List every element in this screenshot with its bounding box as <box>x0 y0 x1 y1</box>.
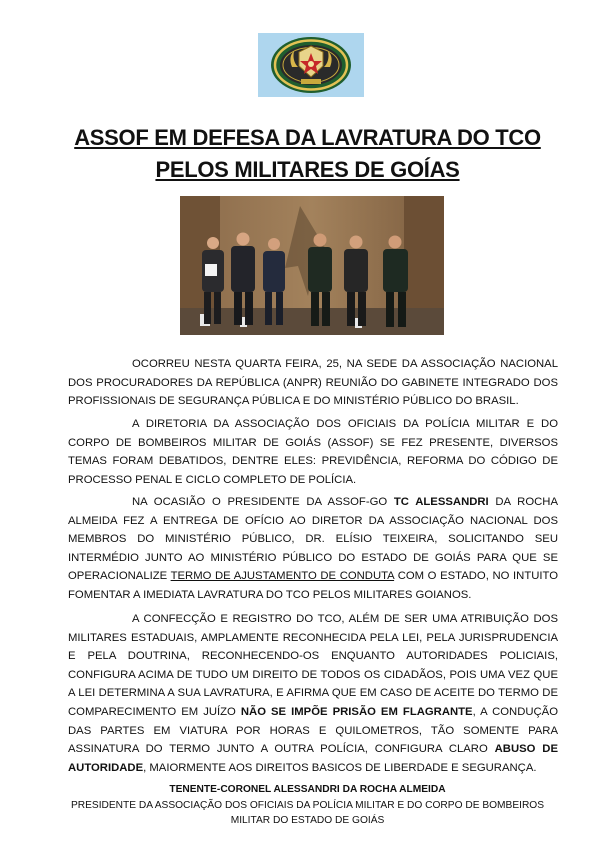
assof-logo <box>258 33 364 97</box>
no-arrest-emphasis: NÃO SE IMPÕE PRISÃO EM FLAGRANTE <box>240 705 473 718</box>
paragraph-3-part-c: DA ROCHA ALMEIDA FEZ A ENTREGA DE OFÍCIO AO DIRETOR DA ASSOCIAÇÃO NACIONAL DOS MEMBROS DO MINISTÉRIO PÚBLICO, DR. ELÍSIO TEIXEIRA, SOLICITANDO SEU INTERMÉDIO JUNTO AO MINISTÉRIO PÚBLICO DO ESTADO DE GOIÁS PARA QUE SE OPERACIONALIZE <box>68 496 558 583</box>
signature-name: TENENTE-CORONEL ALESSANDRI DA ROCHA ALMEIDA <box>169 784 446 795</box>
headline-line-2: PELOS MILITARES DE GOÍAS <box>155 157 460 182</box>
headline-line-1: ASSOF EM DEFESA DA LAVRATURA DO TCO <box>74 125 541 150</box>
paragraph-1 <box>68 355 558 411</box>
assof-emblem-icon <box>258 33 364 97</box>
tac-underlined-term: TERMO DE AJUSTAMENTO DE CONDUTA <box>170 570 395 583</box>
paragraph-2-text: A DIRETORIA DA ASSOCIAÇÃO DOS OFICIAIS DA POLÍCIA MILITAR E DO CORPO DE BOMBEIROS MILITAR DE GOIÁS (ASSOF) SE FEZ PRESENTE, DIVERSOS TEMAS FORAM DEBATIDOS, DENTRE ELES: PREVIDÊNCIA, REFORMA DO CÓDIGO DE PROCESSO PENAL E CICLO COMPLETO DE POLÍCIA. <box>68 418 558 486</box>
paragraph-3-part-a: NA OCASIÃO O PRESIDENTE DA ASSOF-GO <box>132 496 394 508</box>
paragraph-1-text: OCORREU NESTA QUARTA FEIRA, 25, NA SEDE DA ASSOCIAÇÃO NACIONAL DOS PROCURADORES DA REPÚBLICA (ANPR) REUNIÃO DO GABINETE INTEGRADO DOS PROFISSIONAIS DE SEGURANÇA PÚBLICA E DO MINISTÉRIO PÚBLICO DO BRASIL. <box>68 358 558 408</box>
meeting-photo <box>180 196 444 335</box>
abuse-of-authority-emphasis: ABUSO DE AUTORIDADE <box>68 743 558 774</box>
president-name-emphasis: TC ALESSANDRI <box>393 496 489 508</box>
paragraph-4-part-a: A CONFECÇÃO E REGISTRO DO TCO, ALÉM DE SER UMA ATRIBUIÇÃO DOS MILITARES ESTADUAIS, AMPLAMENTE RECONHECIDA PELA LEI, PELA JURISPRUDENCIA E PELA DOUTRINA, RECONHECENDO-OS ENQUANTO AUTORIDADES POLICIAIS, CONFIGURA ACIMA DE TUDO UM DIREITO DE TODOS OS CIDADÃOS, POIS UMA VEZ QUE A LEI DETERMINA A SUA LAVRATURA, E AFIRMA QUE EM CASO DE ACEITE DO TERMO DE COMPARECIMENTO EM JUÍZO <box>68 613 558 718</box>
paragraph-4-part-e: , MAIORMENTE AOS DIREITOS BASICOS DE LIBERDADE E SEGURANÇA. <box>143 761 537 774</box>
signature-role-line-1: PRESIDENTE DA ASSOCIAÇÃO DOS OFICIAIS DA POLÍCIA MILITAR E DO CORPO DE BOMBEIROS <box>70 800 545 811</box>
paragraph-2 <box>68 415 558 489</box>
signature-role-line-2: MILITAR DO ESTADO DE GOIÁS <box>230 815 385 826</box>
paragraph-3-part-e: COM O ESTADO, NO INTUITO FOMENTAR A IMEDIATA LAVRATURA DO TCO PELOS MILITARES GOIANOS. <box>68 570 558 601</box>
group-photo-icon <box>180 196 444 335</box>
paragraph-4-part-c: , A CONDUÇÃO DAS PARTES EM VIATURA POR HORAS E QUILOMETROS, TÃO SOMENTE PARA ASSINATURA DO TERMO JUNTO A OUTRA POLÍCIA, CONFIGURA CLARO <box>68 705 558 756</box>
paragraph-4 <box>68 610 558 777</box>
paragraph-3 <box>68 493 558 605</box>
